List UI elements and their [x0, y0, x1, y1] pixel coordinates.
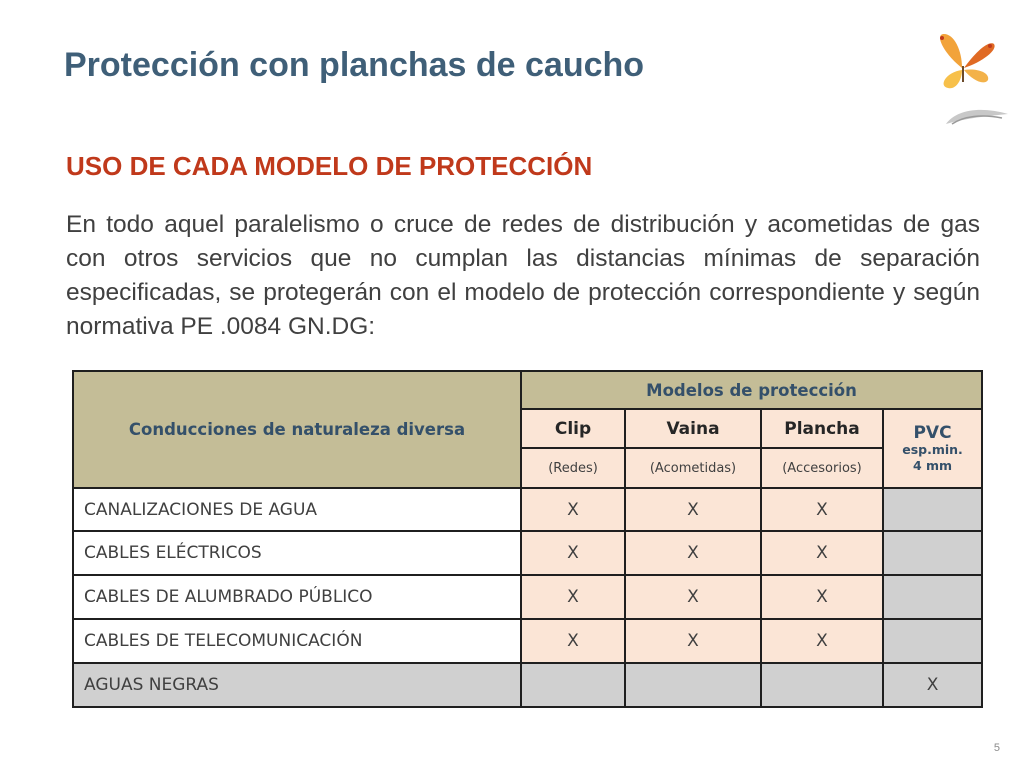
model-vaina-header: Vaina	[625, 409, 761, 448]
plancha-mark: X	[761, 575, 883, 619]
table-header-row	[73, 371, 982, 409]
plancha-mark: X	[761, 531, 883, 575]
model-plancha-note: (Accesorios)	[761, 448, 883, 488]
table-row	[73, 663, 982, 707]
intro-paragraph: En todo aquel paralelismo o cruce de redes de distribución y acometidas de gas con otros servicios que no cumplan las distancias mínimas de separación especificadas, se protegerán con el modelo de protección correspondiente y según normativa PE .0084 GN.DG:	[66, 211, 980, 340]
vaina-mark: X	[625, 575, 761, 619]
pvc-spec-line-1: esp.min.	[902, 441, 963, 457]
pvc-mark	[883, 619, 982, 663]
table-row	[73, 619, 982, 663]
pvc-mark: X	[883, 663, 982, 707]
table-row	[73, 575, 982, 619]
plancha-mark: X	[761, 619, 883, 663]
row-label: CABLES DE ALUMBRADO PÚBLICO	[73, 575, 521, 619]
table-row	[73, 488, 982, 531]
butterfly-logo-icon	[922, 28, 1010, 132]
model-plancha-header: Plancha	[761, 409, 883, 448]
vaina-mark: X	[625, 488, 761, 531]
clip-mark: X	[521, 575, 625, 619]
protection-table	[72, 370, 983, 708]
clip-mark: X	[521, 488, 625, 531]
plancha-mark	[761, 663, 883, 707]
pvc-mark	[883, 488, 982, 531]
pvc-mark	[883, 575, 982, 619]
vaina-mark: X	[625, 619, 761, 663]
model-vaina-note: (Acometidas)	[625, 448, 761, 488]
clip-mark: X	[521, 619, 625, 663]
row-label: CABLES DE TELECOMUNICACIÓN	[73, 619, 521, 663]
page-number: 5	[993, 742, 1000, 754]
vaina-mark: X	[625, 531, 761, 575]
pvc-mark	[883, 531, 982, 575]
group-header-cell: Modelos de protección	[521, 371, 982, 409]
model-pvc-header	[883, 409, 982, 488]
slide-title: Protección con planchas de caucho	[64, 46, 645, 84]
clip-mark: X	[521, 531, 625, 575]
plancha-mark: X	[761, 488, 883, 531]
table-row	[73, 531, 982, 575]
pvc-spec-line-2: 4 mm	[912, 457, 953, 473]
row-header-cell: Conducciones de naturaleza diversa	[73, 371, 521, 488]
vaina-mark	[625, 663, 761, 707]
row-label: CABLES ELÉCTRICOS	[73, 531, 521, 575]
pvc-name: PVC	[913, 422, 952, 443]
clip-mark	[521, 663, 625, 707]
model-clip-note: (Redes)	[521, 448, 625, 488]
model-clip-header: Clip	[521, 409, 625, 448]
row-label: AGUAS NEGRAS	[73, 663, 521, 707]
section-heading: USO DE CADA MODELO DE PROTECCIÓN	[66, 151, 593, 181]
row-label: CANALIZACIONES DE AGUA	[73, 488, 521, 531]
